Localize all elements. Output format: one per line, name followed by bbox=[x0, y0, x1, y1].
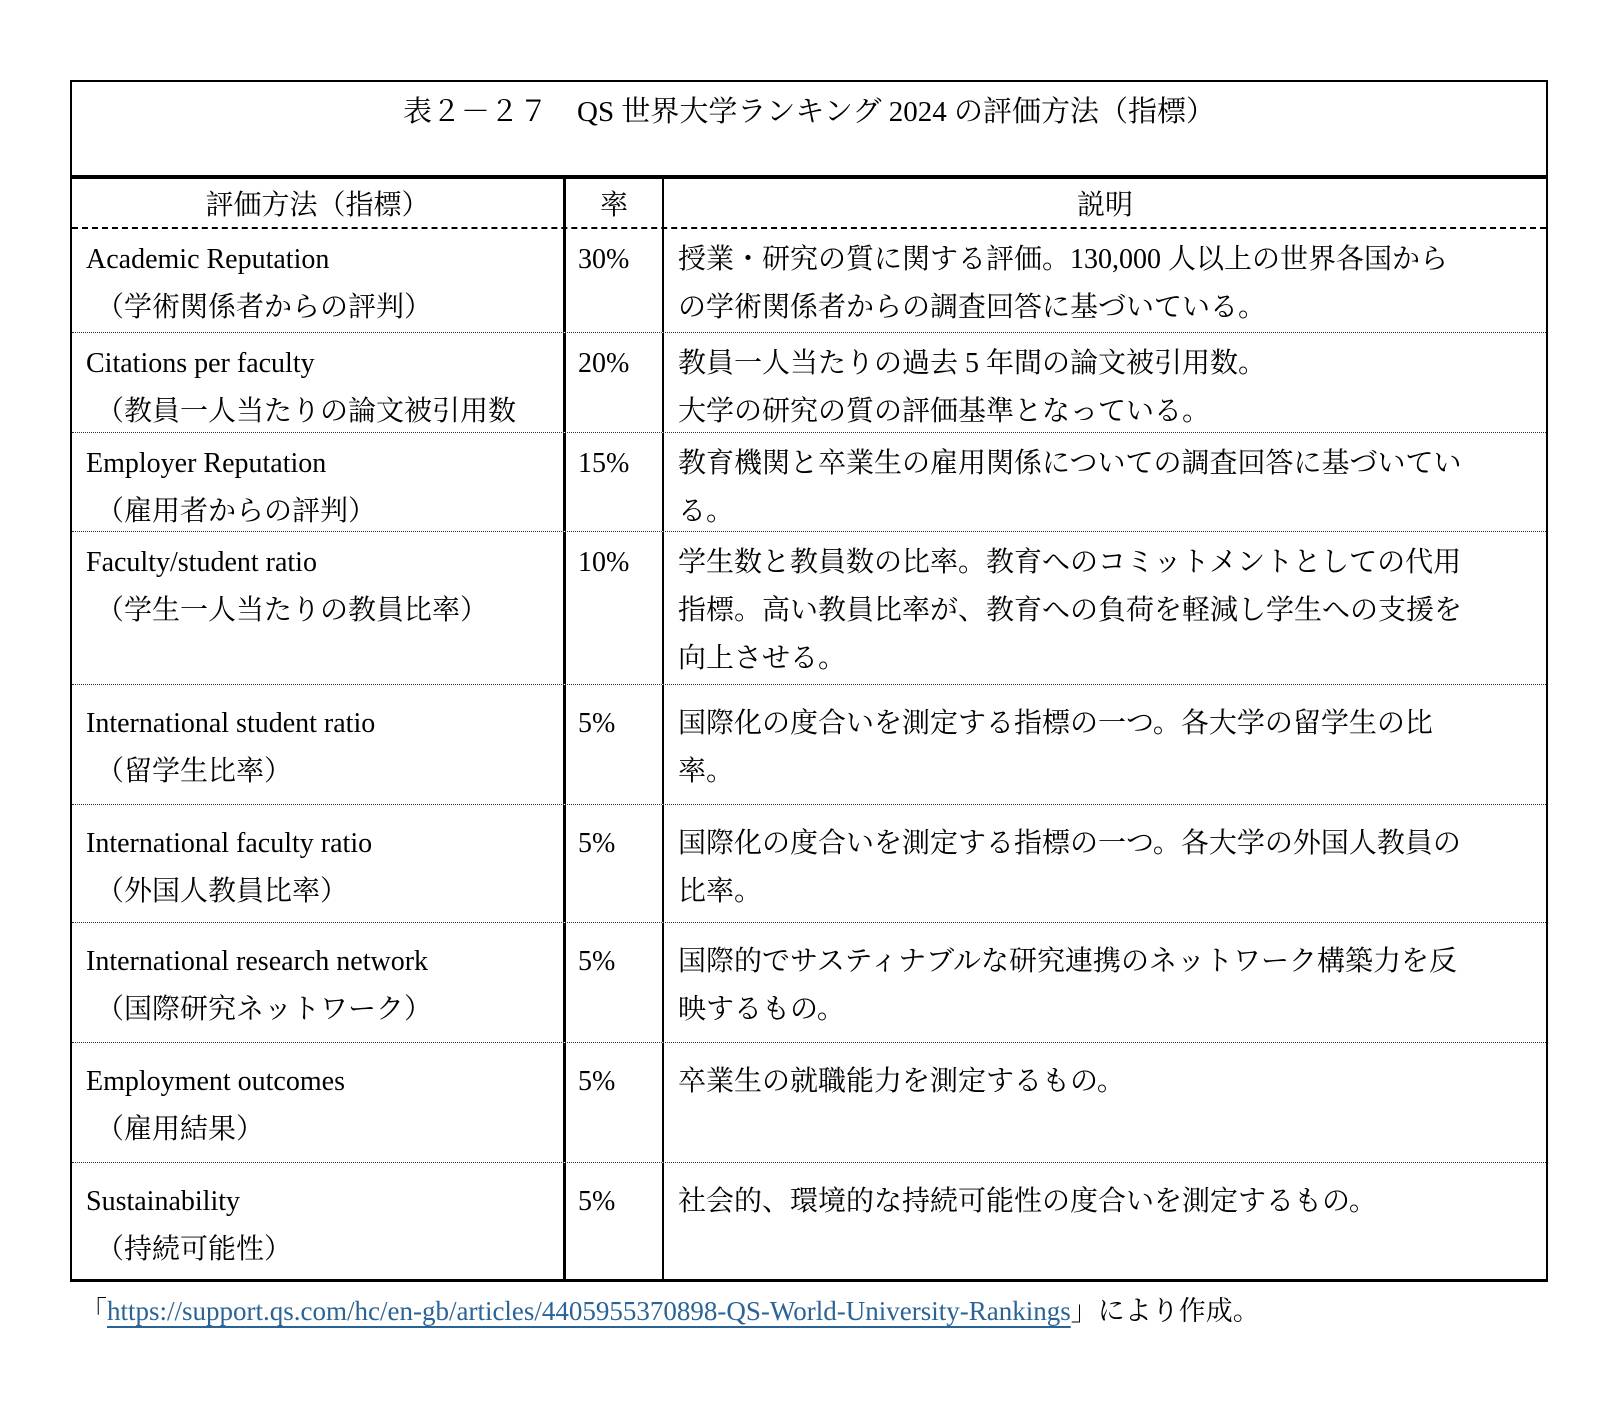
description-line: 授業・研究の質に関する評価。130,000 人以上の世界各国から bbox=[678, 244, 1449, 275]
indicator-rate: 5% bbox=[566, 923, 664, 1042]
description-line: る。 bbox=[678, 496, 735, 527]
description-line: 国際化の度合いを測定する指標の一つ。各大学の外国人教員の bbox=[678, 828, 1461, 859]
indicator-name-ja: （教員一人当たりの論文被引用数 bbox=[96, 396, 517, 427]
table-row bbox=[72, 531, 1546, 684]
indicator-name-ja: （国際研究ネットワーク） bbox=[96, 994, 433, 1025]
source-suffix: 」により作成。 bbox=[1070, 1296, 1260, 1326]
description-line: 映するもの。 bbox=[678, 994, 845, 1025]
indicator-name-ja: （持続可能性） bbox=[96, 1234, 293, 1265]
table-title: 表２－２７ QS 世界大学ランキング 2024 の評価方法（指標） bbox=[72, 82, 1546, 179]
indicator-name-ja: （留学生比率） bbox=[96, 756, 293, 787]
indicator-name-en: International faculty ratio bbox=[86, 828, 373, 859]
indicator-description bbox=[664, 532, 1546, 684]
indicator-description bbox=[664, 685, 1546, 804]
indicator-name-cell bbox=[72, 805, 566, 922]
source-note bbox=[80, 1290, 1260, 1332]
description-line: の学術関係者からの調査回答に基づいている。 bbox=[678, 292, 1267, 323]
indicator-description bbox=[664, 923, 1546, 1042]
table-body bbox=[72, 229, 1546, 1279]
table-row bbox=[72, 332, 1546, 432]
bracket-open: 「 bbox=[80, 1296, 107, 1326]
indicator-name-ja: （雇用結果） bbox=[96, 1114, 265, 1145]
description-line: 率。 bbox=[678, 756, 735, 787]
indicator-name-en: Citations per faculty bbox=[86, 348, 315, 379]
indicator-description bbox=[664, 333, 1546, 432]
indicator-rate: 20% bbox=[566, 333, 664, 432]
indicator-description bbox=[664, 1163, 1546, 1279]
indicator-name-en: International research network bbox=[86, 946, 429, 977]
indicator-name-en: Sustainability bbox=[86, 1186, 240, 1217]
indicator-name-cell bbox=[72, 333, 566, 432]
indicator-name-ja: （外国人教員比率） bbox=[96, 876, 349, 907]
table-row bbox=[72, 432, 1546, 531]
indicator-name-en: Academic Reputation bbox=[86, 244, 330, 275]
description-line: 卒業生の就職能力を測定するもの。 bbox=[678, 1066, 1125, 1097]
indicator-description bbox=[664, 805, 1546, 922]
indicator-name-cell bbox=[72, 1163, 566, 1279]
indicator-rate: 5% bbox=[566, 685, 664, 804]
indicator-name-cell bbox=[72, 923, 566, 1042]
source-link[interactable]: https://support.qs.com/hc/en-gb/articles/4405955370898-QS-World-University-Rankings bbox=[107, 1296, 1071, 1326]
indicator-description bbox=[664, 433, 1546, 531]
indicator-name-cell bbox=[72, 1043, 566, 1162]
description-line: 比率。 bbox=[678, 876, 763, 907]
indicator-name-ja: （雇用者からの評判） bbox=[96, 496, 377, 527]
indicator-description bbox=[664, 229, 1546, 332]
table-row bbox=[72, 922, 1546, 1042]
table-header-row bbox=[72, 179, 1546, 229]
indicator-name-cell bbox=[72, 433, 566, 531]
table-row bbox=[72, 1162, 1546, 1279]
description-line: 教育機関と卒業生の雇用関係についての調査回答に基づいてい bbox=[678, 448, 1462, 479]
indicator-rate: 30% bbox=[566, 229, 664, 332]
indicator-rate: 5% bbox=[566, 805, 664, 922]
description-line: 学生数と教員数の比率。教育へのコミットメントとしての代用 bbox=[678, 547, 1462, 578]
description-line: 国際化の度合いを測定する指標の一つ。各大学の留学生の比 bbox=[678, 708, 1433, 739]
header-rate: 率 bbox=[566, 179, 664, 227]
indicator-rate: 5% bbox=[566, 1043, 664, 1162]
indicator-name-ja: （学術関係者からの評判） bbox=[96, 292, 433, 323]
table-row bbox=[72, 804, 1546, 922]
indicator-name-en: International student ratio bbox=[86, 708, 376, 739]
description-line: 社会的、環境的な持続可能性の度合いを測定するもの。 bbox=[678, 1186, 1377, 1217]
indicator-name-cell bbox=[72, 685, 566, 804]
header-method: 評価方法（指標） bbox=[72, 179, 566, 227]
indicator-rate: 15% bbox=[566, 433, 664, 531]
indicator-name-cell bbox=[72, 229, 566, 332]
table-row bbox=[72, 229, 1546, 332]
header-description: 説明 bbox=[1076, 190, 1133, 221]
description-line: 国際的でサスティナブルな研究連携のネットワーク構築力を反 bbox=[678, 946, 1457, 977]
indicator-rate: 5% bbox=[566, 1163, 664, 1279]
qs-ranking-table bbox=[70, 80, 1548, 1282]
indicator-description bbox=[664, 1043, 1546, 1162]
indicator-name-en: Employer Reputation bbox=[86, 448, 327, 479]
description-line: 指標。高い教員比率が、教育への負荷を軽減し学生への支援を bbox=[678, 595, 1463, 626]
table-row bbox=[72, 684, 1546, 804]
description-line: 大学の研究の質の評価基準となっている。 bbox=[678, 396, 1211, 427]
table-row bbox=[72, 1042, 1546, 1162]
indicator-name-en: Employment outcomes bbox=[86, 1066, 345, 1097]
indicator-rate: 10% bbox=[566, 532, 664, 684]
indicator-name-en: Faculty/student ratio bbox=[86, 547, 317, 578]
indicator-name-cell bbox=[72, 532, 566, 684]
description-line: 向上させる。 bbox=[678, 643, 847, 674]
description-line: 教員一人当たりの過去 5 年間の論文被引用数。 bbox=[678, 348, 1267, 379]
indicator-name-ja: （学生一人当たりの教員比率） bbox=[96, 595, 489, 626]
